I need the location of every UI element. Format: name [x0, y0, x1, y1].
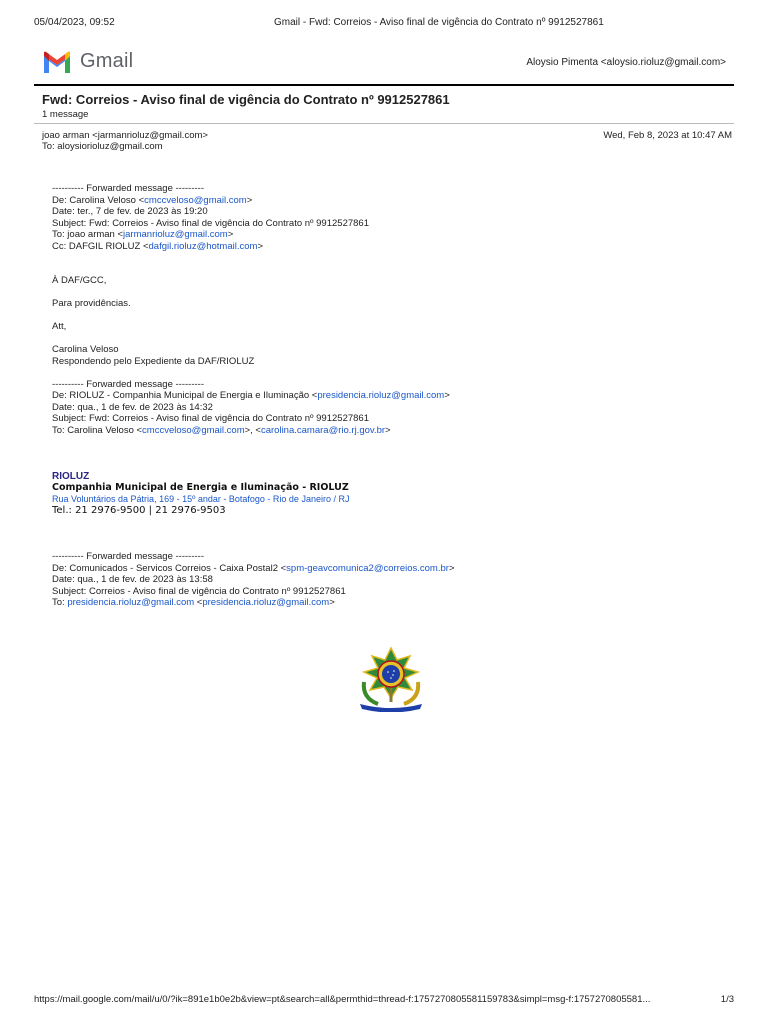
fwd-separator: ---------- Forwarded message --------- — [52, 183, 204, 194]
fwd-date: Date: qua., 1 de fev. de 2023 às 13:58 — [52, 574, 213, 585]
signature-phone: Tel.: 21 2976-9500 | 21 2976-9503 — [52, 505, 226, 516]
message-body — [52, 183, 712, 609]
message-count: 1 message — [42, 109, 89, 120]
message-from: joao arman <jarmanrioluz@gmail.com> — [42, 130, 208, 141]
fwd-subject: Subject: Correios - Aviso final de vigência do Contrato nº 9912527861 — [52, 585, 346, 597]
fwd-cc: Cc: DAFGIL RIOLUZ <dafgil.rioluz@hotmail.com> — [52, 240, 263, 252]
print-page-title: Gmail - Fwd: Correios - Aviso final de vigência do Contrato nº 9912527861 — [274, 17, 604, 28]
gmail-wordmark: Gmail — [80, 50, 134, 72]
fwd-subject: Subject: Fwd: Correios - Aviso final de vigência do Contrato nº 9912527861 — [52, 217, 369, 229]
fwd-date: Date: qua., 1 de fev. de 2023 às 14:32 — [52, 401, 213, 413]
signature-company: Companhia Municipal de Energia e Iluminação - RIOLUZ — [52, 482, 349, 493]
email-link[interactable]: dafgil.rioluz@hotmail.com — [148, 240, 258, 252]
subject-divider — [34, 123, 734, 124]
email-link[interactable]: jarmanrioluz@gmail.com — [123, 229, 228, 240]
fwd-date: Date: ter., 7 de fev. de 2023 às 19:20 — [52, 206, 208, 217]
fwd-to: To: Carolina Veloso <cmccveloso@gmail.com>, <carolina.camara@rio.rj.gov.br> — [52, 424, 391, 436]
account-label: Aloysio Pimenta <aloysio.rioluz@gmail.com> — [526, 57, 726, 68]
signature-name: RIOLUZ — [52, 470, 90, 482]
email-link[interactable]: presidencia.rioluz@gmail.com — [67, 597, 195, 608]
thread-subject: Fwd: Correios - Aviso final de vigência do Contrato nº 9912527861 — [42, 92, 450, 107]
print-datetime: 05/04/2023, 09:52 — [34, 17, 115, 28]
header-divider — [34, 84, 734, 86]
fwd-from: De: RIOLUZ - Companhia Municipal de Energia e Iluminação <presidencia.rioluz@gmail.com> — [52, 390, 450, 401]
email-link[interactable]: carolina.camara@rio.rj.gov.br — [260, 424, 386, 436]
email-link[interactable]: spm-geavcomunica2@correios.com.br — [286, 562, 449, 574]
gmail-m-icon — [42, 51, 72, 73]
gmail-logo[interactable] — [42, 50, 133, 73]
body-line: Para providências. — [52, 298, 131, 309]
fwd-separator: ---------- Forwarded message --------- — [52, 551, 204, 562]
fwd-to: To: presidencia.rioluz@gmail.com <presidencia.rioluz@gmail.com> — [52, 597, 335, 608]
print-page-number: 1/3 — [720, 994, 734, 1005]
fwd-separator: ---------- Forwarded message --------- — [52, 378, 204, 390]
message-date: Wed, Feb 8, 2023 at 10:47 AM — [603, 130, 732, 141]
print-url: https://mail.google.com/mail/u/0/?ik=891e1b0e2b&view=pt&search=all&permthid=thread-f:1757270805581159783&simpl=msg-f:1757270805581... — [34, 994, 651, 1005]
coat-of-arms-icon — [356, 646, 426, 712]
email-link[interactable]: cmccveloso@gmail.com — [144, 194, 247, 206]
email-link[interactable]: presidencia.rioluz@gmail.com — [202, 597, 330, 608]
greeting: À DAF/GCC, — [52, 275, 107, 286]
fwd-from: De: Carolina Veloso <cmccveloso@gmail.com> — [52, 194, 253, 206]
sender-role: Respondendo pelo Expediente da DAF/RIOLUZ — [52, 355, 255, 367]
fwd-to: To: joao arman <jarmanrioluz@gmail.com> — [52, 229, 234, 240]
message-to: To: aloysiorioluz@gmail.com — [42, 141, 163, 152]
fwd-from: De: Comunicados - Servicos Correios - Caixa Postal2 <spm-geavcomunica2@correios.com.br> — [52, 562, 455, 574]
email-link[interactable]: presidencia.rioluz@gmail.com — [317, 390, 445, 401]
sender-name: Carolina Veloso — [52, 344, 119, 355]
fwd-subject: Subject: Fwd: Correios - Aviso final de vigência do Contrato nº 9912527861 — [52, 413, 369, 424]
email-link[interactable]: cmccveloso@gmail.com — [142, 424, 245, 436]
signature-address[interactable]: Rua Voluntários da Pátria, 169 - 15º andar - Botafogo - Rio de Janeiro / RJ — [52, 493, 350, 504]
closing: Att, — [52, 321, 67, 332]
